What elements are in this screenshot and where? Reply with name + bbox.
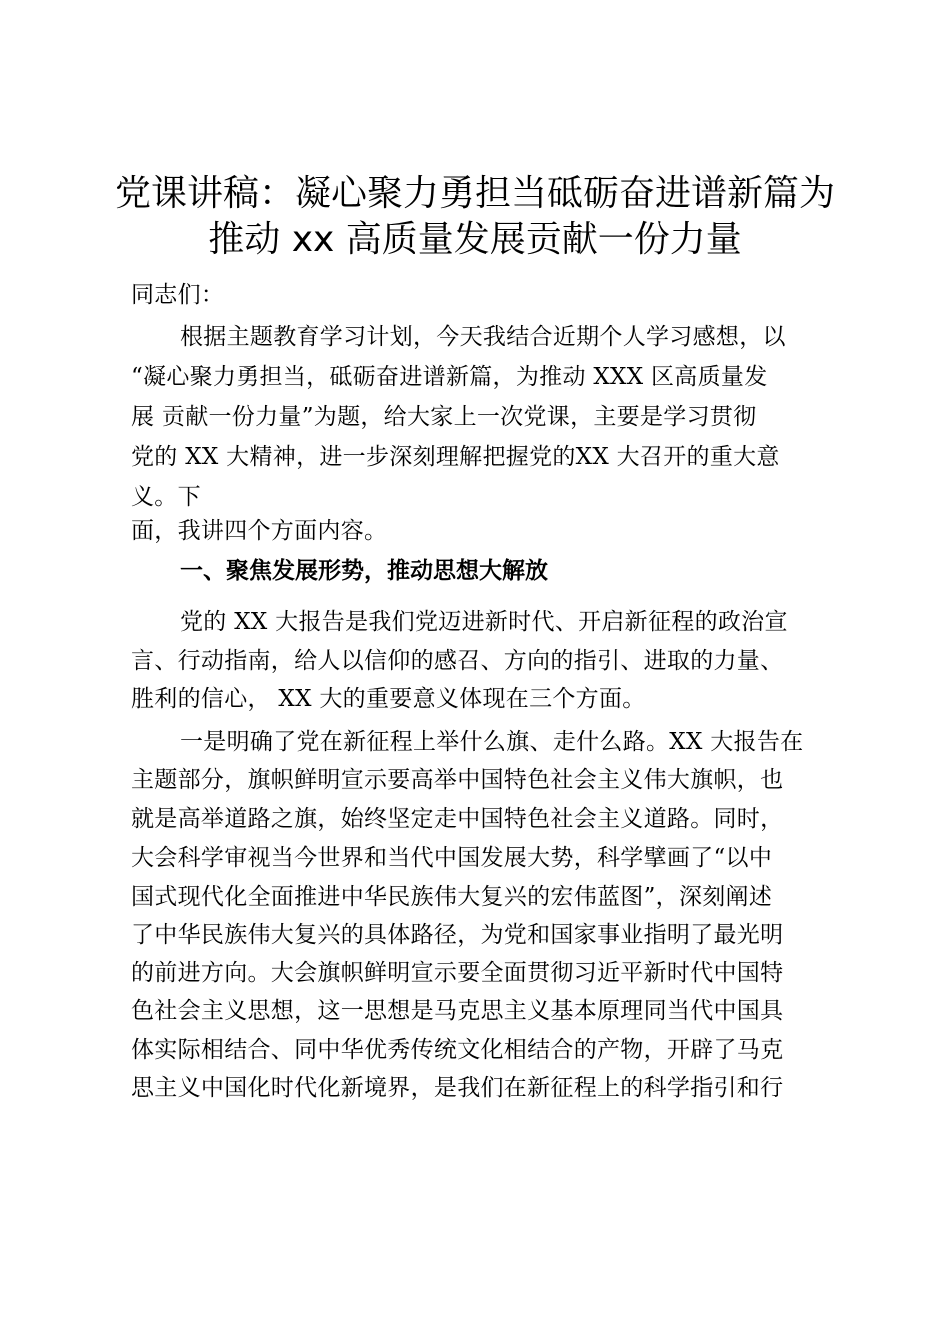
document-title-line-2: 推动 xx 高质量发展贡献一份力量 — [208, 219, 742, 260]
paragraph-line: 体实际相结合、同中华优秀传统文化相结合的产物，开辟了马克 — [131, 1037, 784, 1063]
paragraph-line: 主题部分，旗帜鲜明宣示要高举中国特色社会主义伟大旗帜，也 — [131, 767, 784, 793]
intro-line: 义。下 — [131, 484, 201, 510]
intro-line: “凝心聚力勇担当，砥砺奋进谱新篇，为推动 XXX 区高质量发 — [131, 364, 768, 390]
paragraph-line: 就是高举道路之旗，始终坚定走中国特色社会主义道路。同时， — [131, 806, 784, 832]
section-heading: 一、聚焦发展形势，推动思想大解放 — [180, 558, 548, 584]
paragraph-line: 国式现代化全面推进中华民族伟大复兴的宏伟蓝图”，深刻阐述 — [131, 884, 773, 910]
paragraph-line: 党的 XX 大报告是我们党迈进新时代、开启新征程的政治宣 — [180, 609, 788, 635]
paragraph-line: 色社会主义思想，这一思想是马克思主义基本原理同当代中国具 — [131, 998, 784, 1024]
intro-line: 展 贡献一份力量”为题，给大家上一次党课，主要是学习贯彻 — [131, 404, 757, 430]
paragraph-line: 大会科学审视当今世界和当代中国发展大势，科学擘画了“以中 — [131, 845, 773, 871]
paragraph-line: 了中华民族伟大复兴的具体路径，为党和国家事业指明了最光明 — [131, 922, 784, 948]
intro-line: 党的 XX 大精神，进一步深刻理解把握党的XX 大召开的重大意 — [131, 444, 780, 470]
paragraph-line: 思主义中国化时代化新境界，是我们在新征程上的科学指引和行 — [131, 1075, 784, 1101]
document-title-line-1: 党课讲稿：凝心聚力勇担当砥砺奋进谱新篇为 — [114, 173, 835, 214]
paragraph-line: 胜利的信心， XX 大的重要意义体现在三个方面。 — [131, 686, 646, 712]
paragraph-line: 言、行动指南，给人以信仰的感召、方向的指引、进取的力量、 — [131, 648, 784, 674]
intro-line: 面，我讲四个方面内容。 — [131, 518, 388, 544]
salutation: 同志们： — [131, 282, 225, 308]
paragraph-line: 的前进方向。大会旗帜鲜明宣示要全面贯彻习近平新时代中国特 — [131, 960, 784, 986]
paragraph-line: 一是明确了党在新征程上举什么旗、走什么路。XX 大报告在 — [180, 729, 804, 755]
intro-line: 根据主题教育学习计划，今天我结合近期个人学习感想，以 — [180, 324, 786, 350]
